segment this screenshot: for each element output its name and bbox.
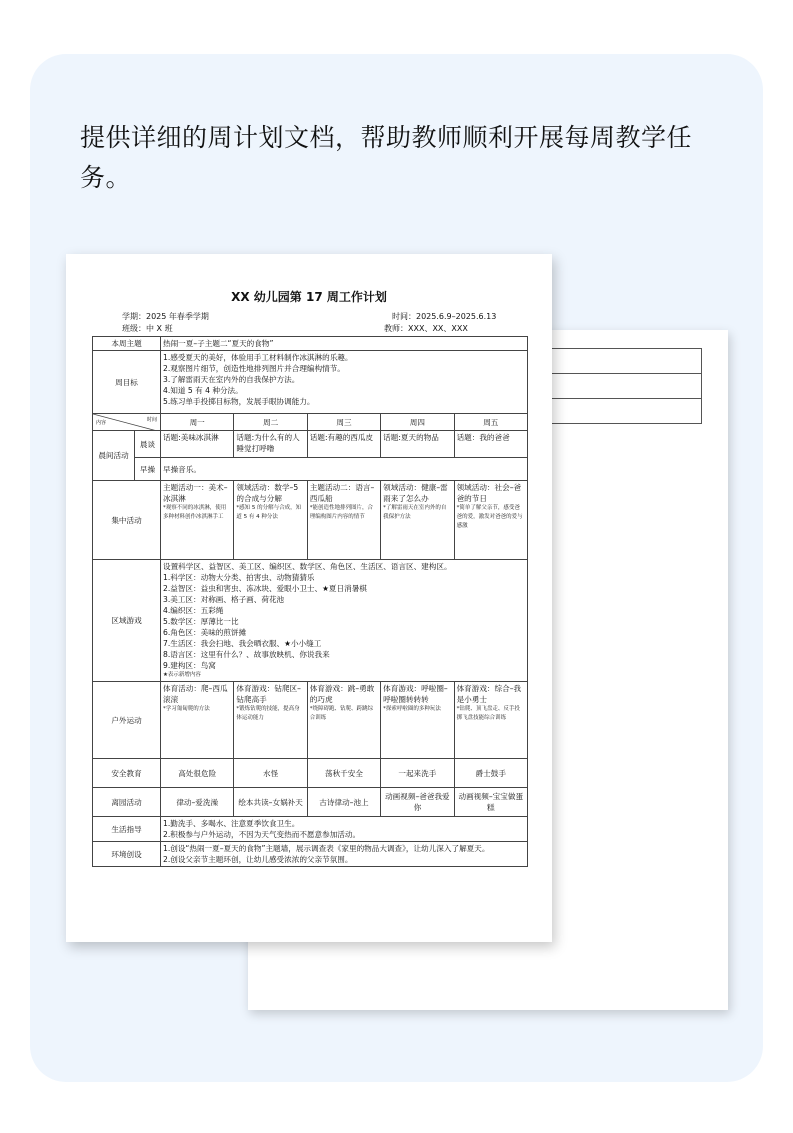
life-cell (161, 817, 528, 842)
outdoor-note: *锻炼钻爬的技能，提高身体运动能力 (236, 706, 300, 721)
area-item: 7.生活区：我会扫地、我会晒衣服、★小小缝工 (163, 639, 322, 648)
theme-value: 热闹一夏–子主题二“夏天的食物” (161, 337, 528, 351)
goal-item: 4.知道 5 有 4 种分法。 (163, 386, 243, 395)
leave-cell: 绘本共读–女娲补天 (234, 788, 307, 817)
outdoor-cell (454, 682, 527, 759)
leave-cell: 律动–爱洗澡 (161, 788, 234, 817)
leave-cell: 古诗律动–池上 (307, 788, 380, 817)
outdoor-cell (234, 682, 307, 759)
env-cell (161, 842, 528, 867)
morning-label: 晨间活动 (93, 431, 135, 481)
env-label: 环境创设 (93, 842, 161, 867)
goal-item: 5.练习单手投掷目标物，发展手眼协调能力。 (163, 397, 315, 406)
outdoor-main: 体育游戏：钻爬区–钻爬高手 (236, 684, 301, 704)
outdoor-cell (161, 682, 234, 759)
area-item: 3.美工区：对称画、格子画、荷花池 (163, 595, 285, 604)
focus-label: 集中活动 (93, 481, 161, 560)
area-item: 5.数学区：厚薄比一比 (163, 617, 239, 626)
area-item: 6.角色区：美味的煎饼摊 (163, 628, 247, 637)
weekly-plan-table (92, 336, 528, 867)
teacher-text: 教师：XXX、XX、XXX (384, 324, 468, 333)
life-label: 生活指导 (93, 817, 161, 842)
area-item: 设置科学区、益智区、美工区、编织区、数学区、角色区、生活区、语言区、建构区。 (163, 562, 452, 571)
focus-note: *观察不同的冰淇淋，使用多种材料创作冰淇淋手工 (163, 505, 227, 520)
area-item: 2.益智区：益虫和害虫、冻冰块、爱眼小卫士、★夏日消暑棋 (163, 584, 367, 593)
focus-cell (454, 481, 527, 560)
area-cell (161, 560, 528, 682)
focus-note: *简单了解父亲节，感受爸爸的爱，激发对爸爸的爱与感激 (456, 505, 523, 529)
talk-cell: 话题:有趣的西瓜皮 (307, 431, 380, 458)
area-item: 9.建构区：鸟窝 (163, 661, 216, 670)
talk-cell: 话题:美味冰淇淋 (161, 431, 234, 458)
day-header: 周四 (381, 414, 454, 431)
corner-time-label: 时间 (146, 417, 157, 423)
talk-cell: 话题:夏天的物品 (381, 431, 454, 458)
area-item: 4.编织区：五彩绳 (163, 606, 224, 615)
outdoor-note: *绕障碍跑、钻爬、跨跳综合训练 (309, 706, 374, 721)
goal-item: 3.了解雷雨天在室内外的自我保护方法。 (163, 375, 300, 384)
day-header: 周一 (161, 414, 234, 431)
safety-cell: 一起来洗手 (381, 759, 454, 788)
focus-main: 领域活动：健康–雷雨来了怎么办 (383, 483, 448, 503)
life-item: 2.积极参与户外运动，不因为天气变热而不愿意参加活动。 (163, 830, 361, 839)
day-header: 周二 (234, 414, 307, 431)
time-text: 时间：2025.6.9–2025.6.13 (392, 312, 497, 321)
goals-label: 周目标 (93, 351, 161, 414)
focus-main: 主题活动二：语言–西瓜船 (309, 483, 375, 503)
focus-cell (307, 481, 380, 560)
focus-main: 主题活动一：美术–冰淇淋 (163, 483, 228, 503)
safety-cell: 爵士鼓手 (454, 759, 527, 788)
day-header: 周五 (454, 414, 527, 431)
area-label: 区域游戏 (93, 560, 161, 682)
day-header: 周三 (307, 414, 380, 431)
corner-content-label: 内容 (96, 420, 107, 426)
class-text: 班级：中 X 班 (122, 324, 173, 333)
env-item: 2.创设父亲节主题环创，让幼儿感受浓浓的父亲节氛围。 (163, 855, 353, 864)
outdoor-cell (381, 682, 454, 759)
focus-cell (234, 481, 307, 560)
outdoor-note: *探索呼啦圈的多种玩法 (383, 706, 441, 712)
talk-label: 晨谈 (135, 431, 161, 458)
exercise-label: 早操 (135, 458, 161, 481)
semester-text: 学期：2025 年春季学期 (122, 312, 209, 321)
outdoor-main: 体育游戏：综合–我是小勇士 (456, 684, 522, 704)
area-item: 8.语言区：这里有什么？、故事放映机、你说我来 (163, 650, 330, 659)
goals-cell (161, 351, 528, 414)
exercise-value: 早操音乐。 (161, 458, 528, 481)
env-item: 1.创设“热闹一夏–夏天的食物”主题墙，展示调查表《家里的物品大调查》，让幼儿深入了解夏天。 (163, 844, 490, 853)
focus-note: *感知 5 的分解与合成，知道 5 有 4 种分法 (236, 505, 302, 520)
outdoor-label: 户外运动 (93, 682, 161, 759)
leave-cell: 动画视频–宝宝做蛋糕 (454, 788, 527, 817)
area-item: 1.科学区：动物大分类、拍害虫、动物猜猜乐 (163, 573, 315, 582)
outdoor-main: 体育活动：爬–西瓜滚滚 (163, 684, 228, 704)
safety-label: 安全教育 (93, 759, 161, 788)
focus-main: 领域活动：数学–5 的合成与分解 (236, 483, 299, 503)
theme-label: 本周主题 (93, 337, 161, 351)
outdoor-note: *学习匍匐爬的方法 (163, 706, 210, 712)
outdoor-main: 体育游戏：呼啦圈–呼啦圈转转转 (383, 684, 448, 704)
corner-header (93, 414, 161, 431)
goal-item: 2.观察图片细节，创造性地排列图片并合理编构情节。 (163, 364, 345, 373)
document-title: XX 幼儿园第 17 周工作计划 (231, 290, 387, 304)
talk-cell: 话题:为什么有的人睡觉打呼噜 (234, 431, 307, 458)
focus-note: *能创造性地排列图片，合理编构图片内容的情节 (309, 505, 374, 520)
safety-cell: 高处很危险 (161, 759, 234, 788)
front-document-page (66, 254, 552, 942)
life-item: 1.勤洗手、多喝水、注意夏季饮食卫生。 (163, 819, 300, 828)
focus-cell (161, 481, 234, 560)
headline: 提供详细的周计划文档，帮助教师顺利开展每周教学任务。 (80, 123, 693, 192)
focus-cell (381, 481, 454, 560)
safety-cell: 荡秋千安全 (307, 759, 380, 788)
leave-cell: 动画视频–爸爸我爱你 (381, 788, 454, 817)
area-note: ★表示新增内容 (163, 672, 201, 678)
outdoor-cell (307, 682, 380, 759)
talk-cell: 话题：我的爸爸 (454, 431, 527, 458)
goal-item: 1.感受夏天的美好，体验用手工材料制作冰淇淋的乐趣。 (163, 353, 353, 362)
safety-cell: 水怪 (234, 759, 307, 788)
outdoor-note: *钻爬、顶飞盘走、反手投掷飞盘技能综合训练 (456, 706, 520, 721)
leave-label: 离园活动 (93, 788, 161, 817)
focus-main: 领域活动：社会–爸爸的节日 (456, 483, 522, 503)
outdoor-main: 体育游戏：跳–勇敢的巧虎 (309, 684, 375, 704)
focus-note: *了解雷雨天在室内外的自我保护方法 (383, 505, 447, 520)
